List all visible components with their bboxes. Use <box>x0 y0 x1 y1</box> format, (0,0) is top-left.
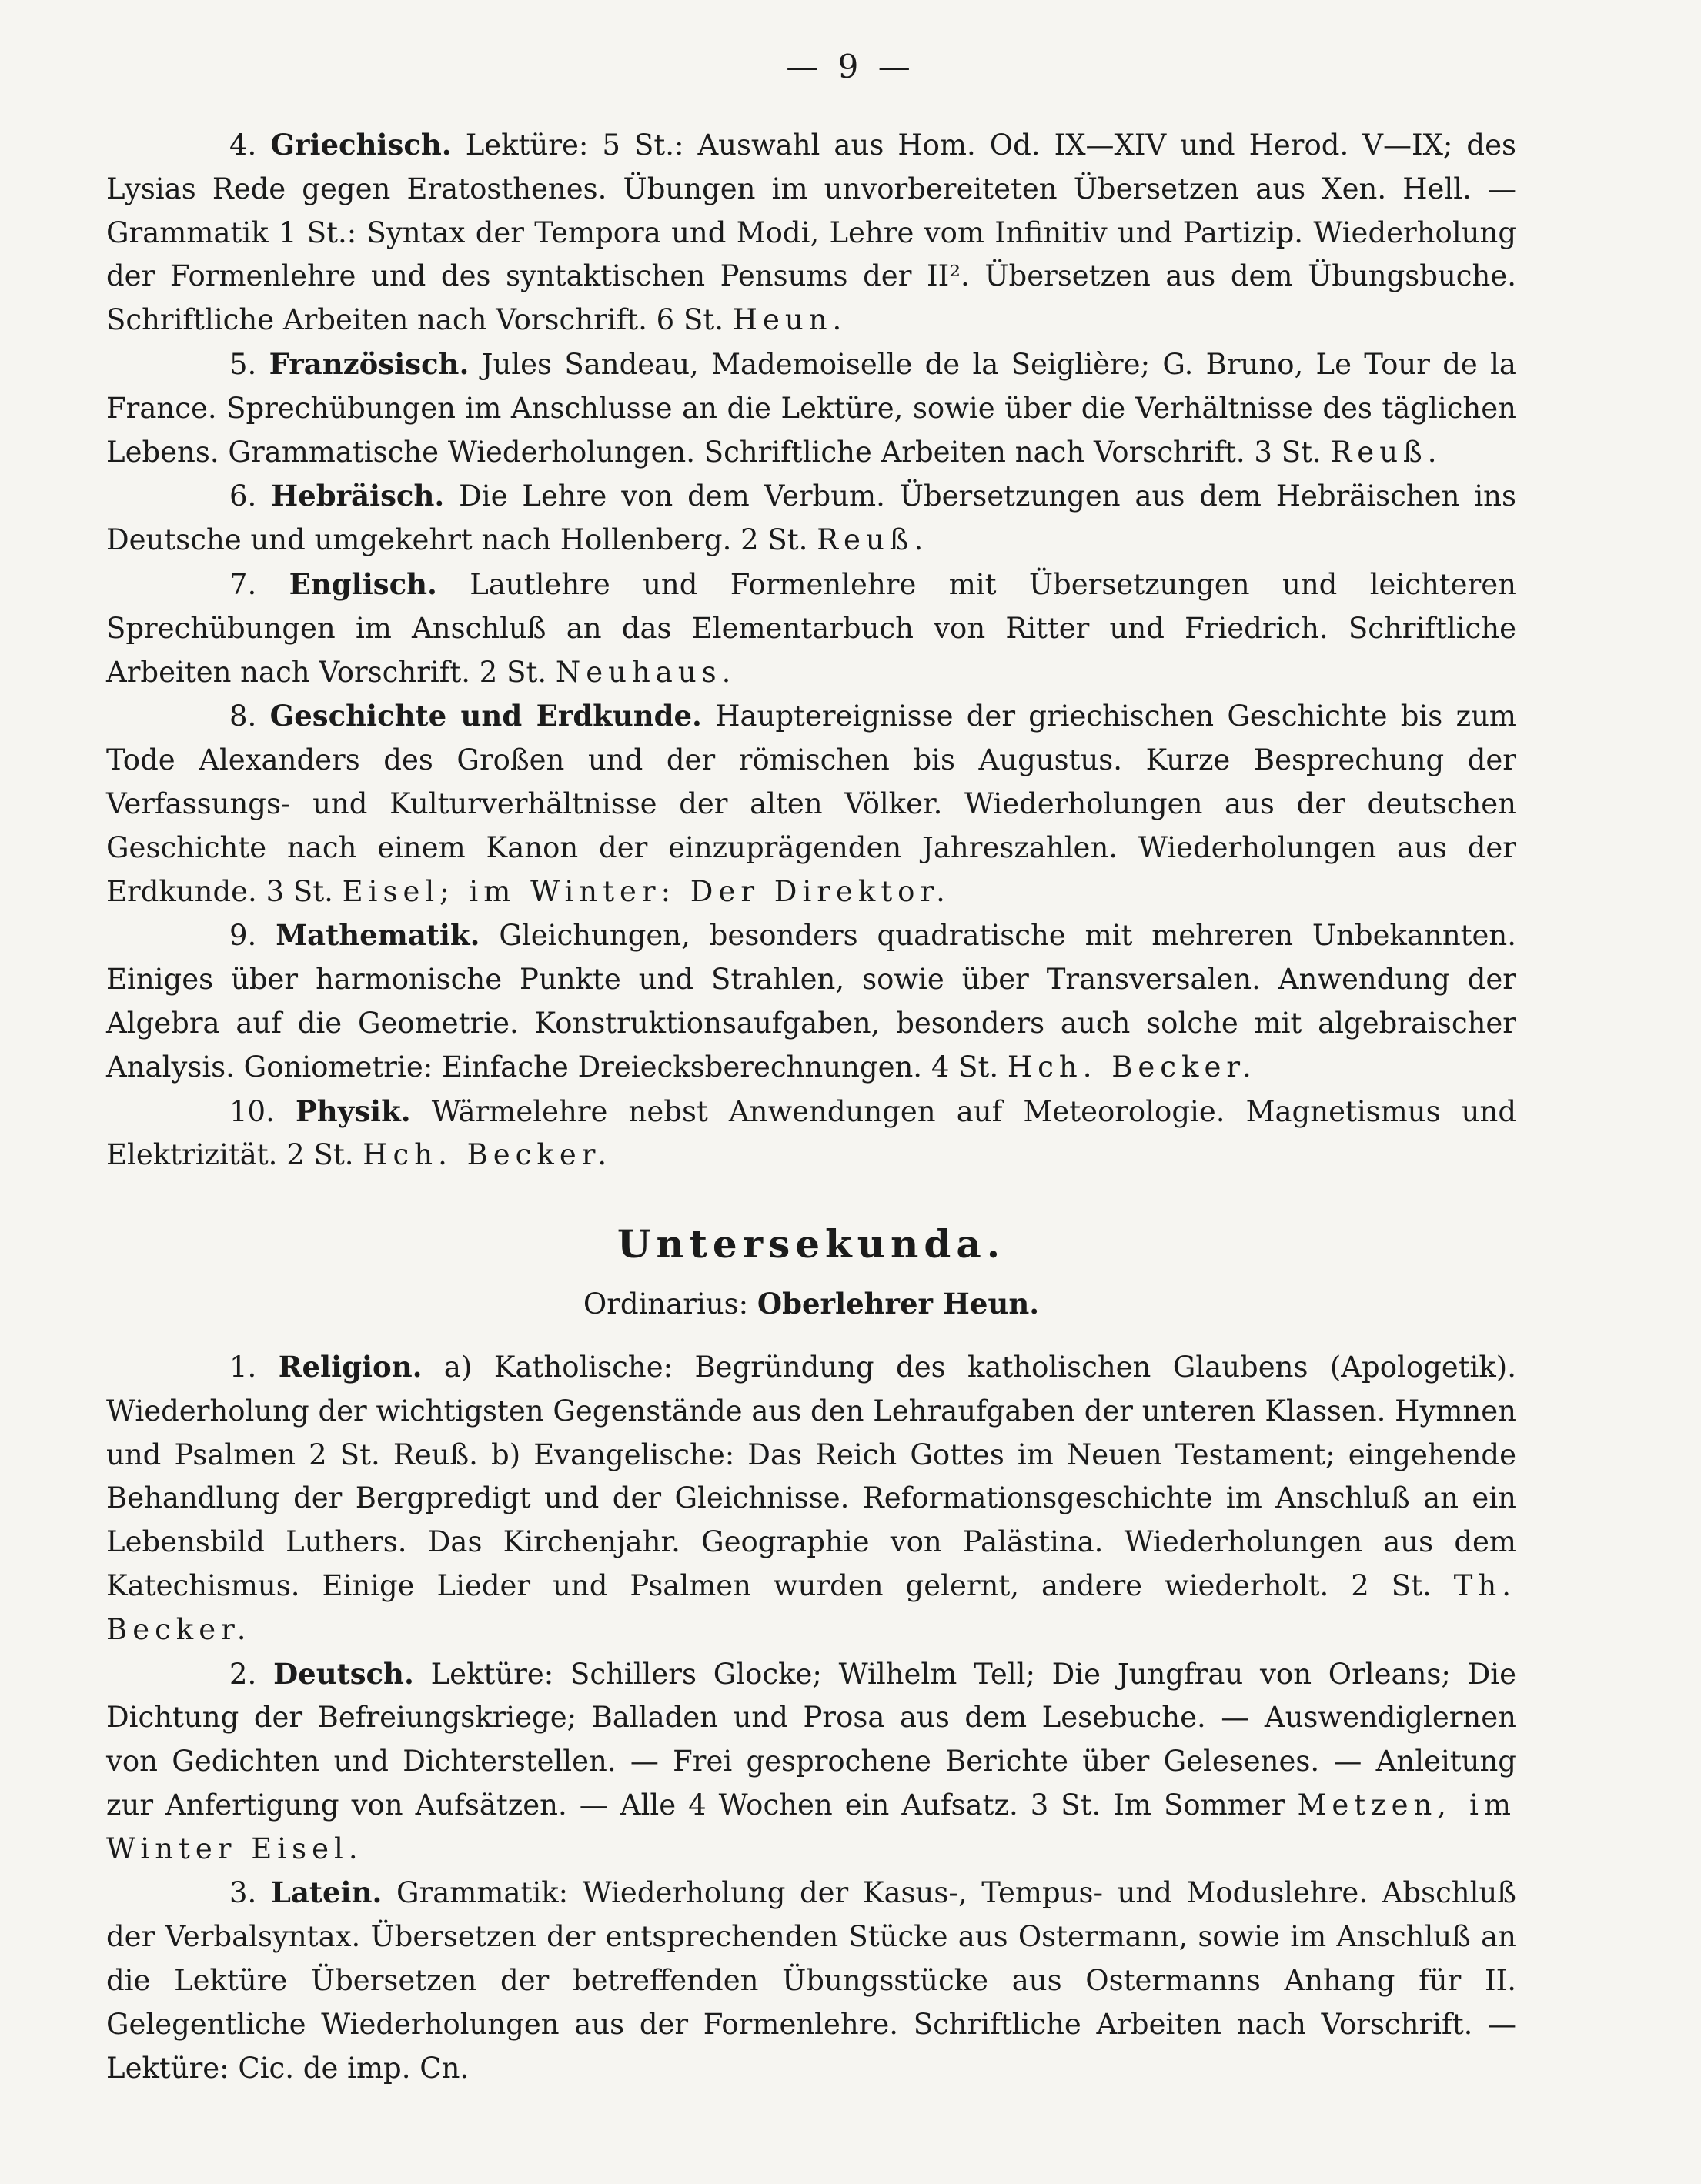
subject-text: Grammatik: Wiederholung der Kasus-, Tempus- und Moduslehre. Abschluß der Verbalsyntax. Übersetzen der entsprechenden Stücke aus Ostermann, sowie im Anschluß an die Lektüre Übersetzen der betreffenden Übungsstücke aus Ostermanns Anhang für II. Gelegentliche Wiederholungen aus der Formenlehre. Schriftliche Arbeiten nach Vorschrift. — Lektüre: Cic. de imp. Cn. <box>106 1876 1517 2085</box>
subject-heading: Deutsch. <box>273 1656 414 1691</box>
subject-number: 4. <box>229 129 257 162</box>
subject-paragraph <box>106 694 1516 913</box>
subject-paragraph <box>106 1345 1516 1652</box>
subject-number: 1. <box>229 1350 257 1384</box>
subject-paragraph <box>106 123 1516 342</box>
subject-heading: Englisch. <box>289 566 437 601</box>
subject-paragraph <box>106 1871 1516 2090</box>
teacher-name: Neuhaus. <box>555 655 737 689</box>
subject-number: 5. <box>229 347 257 381</box>
subject-heading: Französisch. <box>269 346 470 381</box>
teacher-name: Eisel; im Winter: Der Direktor. <box>342 874 951 908</box>
teacher-name: Th. Becker. <box>106 1568 1516 1646</box>
section-title-text: Untersekunda. <box>617 1221 1006 1267</box>
subject-heading: Religion. <box>278 1349 423 1384</box>
ordinarius-name: Oberlehrer Heun. <box>757 1287 1040 1321</box>
subject-number: 3. <box>229 1876 257 1910</box>
subject-heading: Mathematik. <box>276 918 480 953</box>
ordinarius-label: Ordinarius: <box>583 1287 749 1321</box>
subject-number: 6. <box>229 479 257 513</box>
subject-heading: Latein. <box>270 1875 383 1910</box>
section-title <box>106 1217 1516 1271</box>
subject-number: 10. <box>229 1094 275 1128</box>
subject-text: Wärmelehre nebst Anwendungen auf Meteorologie. Magnetismus und Elektrizität. 2 St. <box>106 1094 1517 1172</box>
subject-number: 2. <box>229 1657 257 1691</box>
page-number: — 9 — <box>786 48 915 85</box>
subject-text: Die Lehre von dem Verbum. Übersetzungen aus dem Hebräischen ins Deutsche und umgekehrt nach Hollenberg. 2 St. <box>106 479 1516 557</box>
subject-text: a) Katholische: Begründung des katholischen Glaubens (Apologetik). Wiederholung der wichtigsten Gegenstände aus den Lehraufgaben der unteren Klassen. Hymnen und Psalmen 2 St. Reuß. b) Evangelische: Das Reich Gottes im Neuen Testament; eingehende Behandlung der Bergpredigt und der Gleichnisse. Reformationsgeschichte im Anschluß an ein Lebensbild Luthers. Das Kirchenjahr. Geographie von Palästina. Wiederholungen aus dem Katechismus. Einige Lieder und Psalmen wurden gelernt, andere wiederholt. 2 St. <box>106 1350 1516 1602</box>
teacher-name: Reuß. <box>1330 435 1442 469</box>
teacher-name: Hch. Becker. <box>363 1138 613 1172</box>
subject-paragraph <box>106 913 1516 1089</box>
subject-text: Gleichungen, besonders quadratische mit mehreren Unbekannten. Einiges über harmonische Punkte und Strahlen, sowie über Transversalen. Anwendung der Algebra auf die Geometrie. Konstruktionsaufgaben, besonders auch solche mit algebraischer Analysis. Goniometrie: Einfache Dreiecksberechnungen. 4 St. <box>106 919 1517 1084</box>
subject-paragraph <box>106 1652 1516 1872</box>
untersekunda-section <box>106 1345 1516 2091</box>
subject-number: 9. <box>229 919 257 953</box>
subject-number: 8. <box>229 700 257 733</box>
ordinarius-line <box>106 1282 1516 1327</box>
subject-text: Lektüre: Schillers Glocke; Wilhelm Tell; Die Jungfrau von Orleans; Die Dichtung der Befreiungskriege; Balladen und Prosa aus dem Lesebuche. — Auswendiglernen von Gedichten und Dichterstellen. — Frei gesprochene Berichte über Gelesenes. — Anleitung zur Anfertigung von Aufsätzen. — Alle 4 Wochen ein Aufsatz. 3 St. Im Sommer <box>106 1657 1517 1822</box>
subject-paragraph <box>106 474 1516 563</box>
teacher-name: Heun. <box>732 303 847 337</box>
subject-heading: Griechisch. <box>270 128 452 162</box>
subject-text: Hauptereignisse der griechischen Geschichte bis zum Tode Alexanders des Großen und der römischen bis Augustus. Kurze Besprechung der Verfassungs- und Kulturverhältnisse der alten Völker. Wiederholungen aus der deutschen Geschichte nach einem Kanon der einzuprägenden Jahreszahlen. Wiederholungen aus der Erdkunde. 3 St. <box>106 700 1516 908</box>
teacher-name: Reuß. <box>817 523 929 557</box>
page-body <box>106 123 1516 2090</box>
subject-paragraph <box>106 342 1516 474</box>
obersekunda-section <box>106 123 1516 1177</box>
teacher-name: Metzen, im Winter Eisel. <box>106 1788 1517 1865</box>
subject-paragraph <box>106 1090 1516 1178</box>
subject-number: 7. <box>229 567 257 601</box>
subject-text: Lektüre: 5 St.: Auswahl aus Hom. Od. IX—XIV und Herod. V—IX; des Lysias Rede gegen Eratosthenes. Übungen im unvorbereiteten Übersetzen aus Xen. Hell. — Grammatik 1 St.: Syntax der Tempora und Modi, Lehre vom Infinitiv und Partizip. Wiederholung der Formenlehre und des syntaktischen Pensums der II². Übersetzen aus dem Übungsbuche. Schriftliche Arbeiten nach Vorschrift. 6 St. <box>106 129 1517 337</box>
teacher-name: Hch. Becker. <box>1007 1050 1257 1084</box>
subject-heading: Hebräisch. <box>271 479 445 513</box>
subject-paragraph <box>106 563 1516 694</box>
subject-text: Jules Sandeau, Mademoiselle de la Seiglière; G. Bruno, Le Tour de la France. Sprechübungen im Anschlusse an die Lektüre, sowie über die Verhältnisse des täglichen Lebens. Grammatische Wiederholungen. Schriftliche Arbeiten nach Vorschrift. 3 St. <box>106 347 1516 469</box>
subject-text: Lautlehre und Formenlehre mit Übersetzungen und leichteren Sprechübungen im Anschluß an das Elementarbuch von Ritter und Friedrich. Schriftliche Arbeiten nach Vorschrift. 2 St. <box>106 567 1516 689</box>
subject-heading: Geschichte und Erdkunde. <box>269 699 702 733</box>
subject-heading: Physik. <box>295 1094 411 1128</box>
